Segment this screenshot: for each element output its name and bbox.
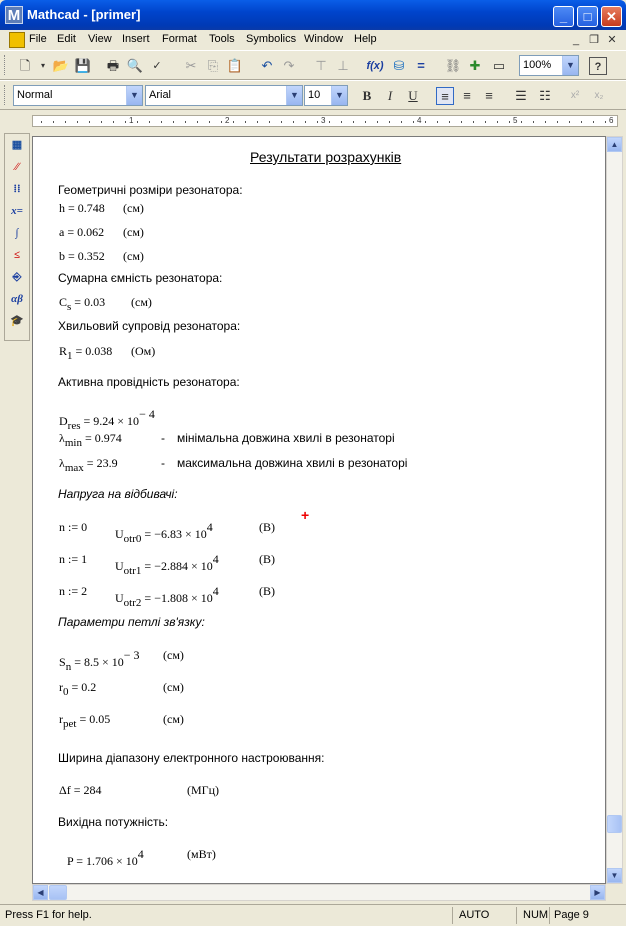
subscript: s <box>67 301 72 313</box>
ruler-tick <box>209 121 210 123</box>
p-unit: (мВт) <box>187 847 216 861</box>
save-icon[interactable]: 💾 <box>74 58 92 73</box>
style-value: Normal <box>17 89 53 101</box>
cs-result[interactable]: $C_s = 0.03$ <box>59 295 106 313</box>
lambda-max-result[interactable]: $\lambda_{max} = 23.9$ <box>59 456 118 474</box>
doc-minimize-button[interactable]: _ <box>572 34 580 46</box>
ruler-tick <box>233 121 234 123</box>
numbered-list-icon[interactable]: ☷ <box>539 88 551 103</box>
subscript: n <box>65 661 72 673</box>
loop-label: Параметри петлі зв'язку: <box>58 615 205 629</box>
insert-function-icon[interactable]: f(x) <box>366 60 384 72</box>
capacitance-label: Сумарна ємність резонатора: <box>58 271 223 285</box>
exponent: − 3 <box>123 648 140 662</box>
calculate-icon[interactable]: = <box>417 58 425 73</box>
wave-label: Хвильовий супровід резонатора: <box>58 319 241 333</box>
toolbar-grip[interactable] <box>4 85 7 105</box>
font-select[interactable] <box>145 85 303 106</box>
align-right-icon[interactable]: ≡ <box>485 88 493 103</box>
ruler-number: 4 <box>417 116 422 125</box>
ruler-tick <box>521 121 522 123</box>
var-name: D <box>59 414 68 428</box>
undo-icon[interactable]: ↶ <box>261 58 273 73</box>
sn-result[interactable]: $S_n = 8.5 \times 10^{- 3}$ <box>59 648 140 673</box>
scroll-down-icon[interactable]: ▼ <box>607 868 622 883</box>
ruler-tick <box>581 121 582 123</box>
value: −2.884 × 10 <box>154 559 213 573</box>
resource-center-icon[interactable]: ✚ <box>469 58 481 73</box>
subscript: otr1 <box>123 565 142 577</box>
menu-edit[interactable]: Edit <box>57 33 76 45</box>
scroll-right-icon[interactable]: ▶ <box>590 885 605 900</box>
var-name: U <box>115 591 124 605</box>
ruler-tick <box>65 121 66 123</box>
standard-toolbar <box>0 50 626 80</box>
chevron-down-icon[interactable]: ▼ <box>126 86 142 105</box>
u-unit-0: (В) <box>259 520 275 534</box>
divider <box>516 907 517 924</box>
lambda-min-note: мінімальна довжина хвилі в резонаторі <box>177 431 395 445</box>
menu-format[interactable]: Format <box>162 33 197 45</box>
mathcad-app-icon[interactable]: M <box>5 6 23 24</box>
ruler-tick <box>89 121 90 123</box>
ruler-tick <box>137 121 138 123</box>
align-center-icon[interactable]: ≡ <box>463 88 471 103</box>
superscript-button[interactable]: x² <box>570 90 580 101</box>
value: 0.05 <box>89 712 111 726</box>
boolean-icon[interactable]: ≤ <box>13 249 21 261</box>
window-title: Mathcad - [primer] <box>27 7 141 22</box>
status-auto: AUTO <box>459 909 490 921</box>
p-result[interactable]: $P = 1.706 \times 10^4$ <box>67 847 144 868</box>
status-page: Page 9 <box>554 909 589 921</box>
ruler-tick <box>569 121 570 123</box>
sn-unit: (см) <box>163 648 184 662</box>
ruler-tick <box>125 121 126 123</box>
ruler-number: 3 <box>321 116 326 125</box>
n-assign-1[interactable]: n := 1 <box>59 552 88 566</box>
value: 8.5 × 10 <box>83 655 124 669</box>
value: 284 <box>83 783 102 797</box>
doc-restore-button[interactable]: ❐ <box>589 34 599 46</box>
ruler-tick <box>545 121 546 123</box>
menu-file[interactable]: File <box>29 33 47 45</box>
ruler-tick <box>269 121 270 123</box>
ruler-tick <box>281 121 282 123</box>
divider <box>549 907 550 924</box>
ruler-tick <box>149 121 150 123</box>
formatting-toolbar <box>0 80 626 110</box>
n-assign-0[interactable]: n := 0 <box>59 520 88 534</box>
ruler-tick <box>305 121 306 123</box>
new-document-icon[interactable]: 🗋 <box>19 58 31 73</box>
document-icon[interactable] <box>9 32 25 48</box>
symbolic-icon[interactable]: 🎓 <box>10 315 24 327</box>
ruler-tick <box>173 121 174 123</box>
subscript: otr2 <box>123 597 142 609</box>
zoom-value: 100% <box>523 59 552 71</box>
ruler-tick <box>605 121 606 123</box>
menu-bar <box>0 30 626 50</box>
greek-icon[interactable]: αβ <box>11 293 23 305</box>
var-name: U <box>115 559 124 573</box>
exponent: 4 <box>212 552 219 566</box>
power-label: Вихідна потужність: <box>58 815 169 829</box>
subscript: pet <box>63 718 77 730</box>
value: 0.748 <box>77 201 105 215</box>
scroll-thumb[interactable] <box>49 885 67 900</box>
ruler-track[interactable] <box>32 115 618 127</box>
rpet-result[interactable]: $r_{pet} = 0.05$ <box>59 712 111 730</box>
bold-button[interactable]: B <box>362 88 372 103</box>
evaluation-icon[interactable]: x= <box>11 205 23 217</box>
var-name: R <box>59 344 68 358</box>
size-value: 10 <box>308 89 321 101</box>
ruler-tick <box>365 121 366 123</box>
underline-button[interactable]: U <box>408 88 418 103</box>
subscript: max <box>64 462 84 474</box>
lambda-min-result[interactable]: $\lambda_{min} = 0.974$ <box>59 431 122 449</box>
value: 23.9 <box>96 456 118 470</box>
ruler-number: 2 <box>225 116 230 125</box>
print-icon[interactable]: 🖶 <box>106 58 120 73</box>
spell-check-icon[interactable]: ✓ <box>152 60 162 72</box>
close-button[interactable]: ✕ <box>601 6 622 27</box>
worksheet[interactable] <box>32 136 606 884</box>
r0-unit: (см) <box>163 680 184 694</box>
ruler-tick <box>437 121 438 123</box>
r1-unit: (Ом) <box>131 344 156 358</box>
align-left-icon[interactable]: ≡ <box>436 87 454 105</box>
var-name: S <box>59 655 66 669</box>
ruler-tick <box>185 121 186 123</box>
subscript: res <box>67 420 81 432</box>
h-result[interactable]: h = 0.748 <box>59 201 105 215</box>
menu-symbolics[interactable]: Symbolics <box>246 33 297 45</box>
ruler-tick <box>389 121 390 123</box>
a-unit: (см) <box>123 225 144 239</box>
ruler-number: 6 <box>609 116 614 125</box>
ruler-tick <box>449 121 450 123</box>
subscript: otr0 <box>123 533 142 545</box>
chevron-down-icon[interactable]: ▼ <box>286 86 302 105</box>
scroll-left-icon[interactable]: ◀ <box>33 885 48 900</box>
ruler-tick <box>257 121 258 123</box>
value: 0.062 <box>77 225 105 239</box>
value: −1.808 × 10 <box>154 591 213 605</box>
ruler-tick <box>293 121 294 123</box>
value: 0.974 <box>94 431 122 445</box>
menu-window[interactable]: Window <box>304 33 344 45</box>
math-palette <box>4 133 30 341</box>
ruler-tick <box>497 121 498 123</box>
ruler-tick <box>53 121 54 123</box>
ruler-number: 1 <box>129 116 134 125</box>
var-name: b <box>59 249 65 263</box>
bandwidth-label: Ширина діапазону електронного настроювання: <box>58 751 325 765</box>
graph-icon[interactable]: ∕∕ <box>15 161 19 173</box>
exponent: 4 <box>206 520 213 534</box>
var-name: r <box>59 712 63 726</box>
var-name: P <box>67 854 74 868</box>
size-select[interactable] <box>304 85 348 106</box>
toolbar-grip[interactable] <box>4 55 7 75</box>
subscript: min <box>64 437 82 449</box>
window-icon[interactable]: ▭ <box>492 58 506 73</box>
insertion-cursor: + <box>301 507 310 523</box>
new-dropdown-icon[interactable]: ▾ <box>40 61 45 70</box>
ruler-tick <box>377 121 378 123</box>
scroll-up-icon[interactable]: ▲ <box>607 137 622 152</box>
exponent: 4 <box>137 847 144 861</box>
align-top-icon[interactable]: ⊤ <box>315 58 327 73</box>
minimize-button[interactable]: _ <box>553 6 574 27</box>
ruler-tick <box>509 121 510 123</box>
var-name: Δf <box>59 783 71 797</box>
var-name: a <box>59 225 65 239</box>
conductance-label: Активна провідність резонатора: <box>58 375 240 389</box>
u-unit-1: (В) <box>259 552 275 566</box>
var-name: λ <box>59 431 65 445</box>
voltage-label: Напруга на відбивачі: <box>58 487 178 501</box>
n-assign-2[interactable]: n := 2 <box>59 584 88 598</box>
status-num: NUM <box>523 909 549 921</box>
align-down-icon[interactable]: ⊥ <box>337 58 349 73</box>
maximize-button[interactable]: □ <box>577 6 598 27</box>
status-help: Press F1 for help. <box>5 909 92 921</box>
value: 9.24 × 10 <box>93 414 140 428</box>
component-icon[interactable]: ⛓ <box>444 58 462 73</box>
menu-insert[interactable]: Insert <box>122 33 150 45</box>
paste-icon[interactable]: 📋 <box>226 58 244 73</box>
open-folder-icon[interactable]: 📂 <box>52 58 70 73</box>
ruler-tick <box>353 121 354 123</box>
vertical-scrollbar[interactable] <box>606 136 623 884</box>
exponent: − 4 <box>139 407 155 421</box>
var-name: C <box>59 295 68 309</box>
menu-help[interactable]: Help <box>354 33 377 45</box>
var-name: h <box>59 201 65 215</box>
help-icon[interactable]: ? <box>589 57 607 75</box>
title-bar[interactable] <box>0 0 626 30</box>
ruler-tick <box>77 121 78 123</box>
df-unit: (МГц) <box>187 783 220 797</box>
subscript: 0 <box>63 686 69 698</box>
ruler-tick <box>473 121 474 123</box>
zoom-select[interactable] <box>519 55 579 76</box>
value: 1.706 × 10 <box>86 854 138 868</box>
cs-unit: (см) <box>131 295 152 309</box>
style-select[interactable] <box>13 85 143 106</box>
var-name: U <box>115 527 124 541</box>
ruler-tick <box>425 121 426 123</box>
redo-icon[interactable]: ↷ <box>283 58 295 73</box>
rpet-unit: (см) <box>163 712 184 726</box>
copy-icon[interactable]: ⎘ <box>207 58 219 73</box>
ruler-number: 5 <box>513 116 518 125</box>
ruler[interactable] <box>32 111 626 133</box>
subscript: 1 <box>67 350 73 362</box>
b-unit: (см) <box>123 249 144 263</box>
var-name: λ <box>59 456 65 470</box>
print-preview-icon[interactable]: 🔍 <box>126 58 144 73</box>
b-result[interactable]: b = 0.352 <box>59 249 105 263</box>
status-bar <box>0 904 626 926</box>
ruler-tick <box>221 121 222 123</box>
bullet-list-icon[interactable]: ☰ <box>515 88 527 103</box>
r0-result[interactable]: $r_0 = 0.2$ <box>59 680 97 698</box>
ruler-tick <box>413 121 414 123</box>
ruler-tick <box>113 121 114 123</box>
u-result-0[interactable]: $U_{otr0} = -6.83 \times 10^4$ <box>115 520 213 545</box>
df-result[interactable]: Δf = 284 <box>59 783 102 797</box>
scroll-thumb[interactable] <box>607 815 622 833</box>
value: 0.352 <box>77 249 105 263</box>
chevron-down-icon[interactable]: ▼ <box>331 86 347 105</box>
font-value: Arial <box>149 89 172 101</box>
insert-unit-icon[interactable]: ⛁ <box>393 58 405 73</box>
value: 0.03 <box>84 295 106 309</box>
ruler-tick <box>341 121 342 123</box>
calculus-icon[interactable]: ∫ <box>15 227 19 239</box>
ruler-tick <box>557 121 558 123</box>
dash: - <box>161 456 165 470</box>
ruler-tick <box>161 121 162 123</box>
calculator-icon[interactable]: ▦ <box>11 139 23 151</box>
menu-tools[interactable]: Tools <box>209 33 235 45</box>
var-name: r <box>59 680 63 694</box>
menu-view[interactable]: View <box>88 33 112 45</box>
chevron-down-icon[interactable]: ▼ <box>562 56 578 75</box>
dres-result[interactable]: $D_{res} = 9.24 \times 10^{- 4}$ <box>59 407 155 432</box>
page-title: Результати розрахунків <box>250 149 402 165</box>
lambda-max-note: максимальна довжина хвилі в резонаторі <box>177 456 408 470</box>
cut-icon[interactable]: ✂ <box>185 58 197 73</box>
divider <box>452 907 453 924</box>
programming-icon[interactable]: ⎆ <box>12 271 22 283</box>
u-result-2[interactable]: $U_{otr2} = -1.808 \times 10^4$ <box>115 584 219 609</box>
value: 0.2 <box>81 680 97 694</box>
ruler-tick <box>593 121 594 123</box>
dash: - <box>161 431 165 445</box>
r1-result[interactable]: $R_1 = 0.038$ <box>59 344 113 362</box>
ruler-tick <box>485 121 486 123</box>
a-result[interactable]: a = 0.062 <box>59 225 105 239</box>
value: 0.038 <box>85 344 113 358</box>
ruler-tick <box>329 121 330 123</box>
ruler-tick <box>41 121 42 123</box>
ruler-tick <box>245 121 246 123</box>
ruler-tick <box>401 121 402 123</box>
matrix-icon[interactable]: ⁞⁞ <box>13 183 21 195</box>
italic-button[interactable]: I <box>387 88 393 103</box>
u-unit-2: (В) <box>259 584 275 598</box>
ruler-tick <box>317 121 318 123</box>
value: −6.83 × 10 <box>154 527 207 541</box>
horizontal-scrollbar[interactable] <box>32 884 606 901</box>
subscript-button[interactable]: x₂ <box>594 90 604 101</box>
exponent: 4 <box>212 584 219 598</box>
ruler-tick <box>197 121 198 123</box>
doc-close-button[interactable]: ✕ <box>607 34 617 46</box>
ruler-tick <box>461 121 462 123</box>
geometry-label: Геометричні розміри резонатора: <box>58 183 243 197</box>
ruler-tick <box>101 121 102 123</box>
u-result-1[interactable]: $U_{otr1} = -2.884 \times 10^4$ <box>115 552 219 577</box>
ruler-tick <box>533 121 534 123</box>
h-unit: (см) <box>123 201 144 215</box>
